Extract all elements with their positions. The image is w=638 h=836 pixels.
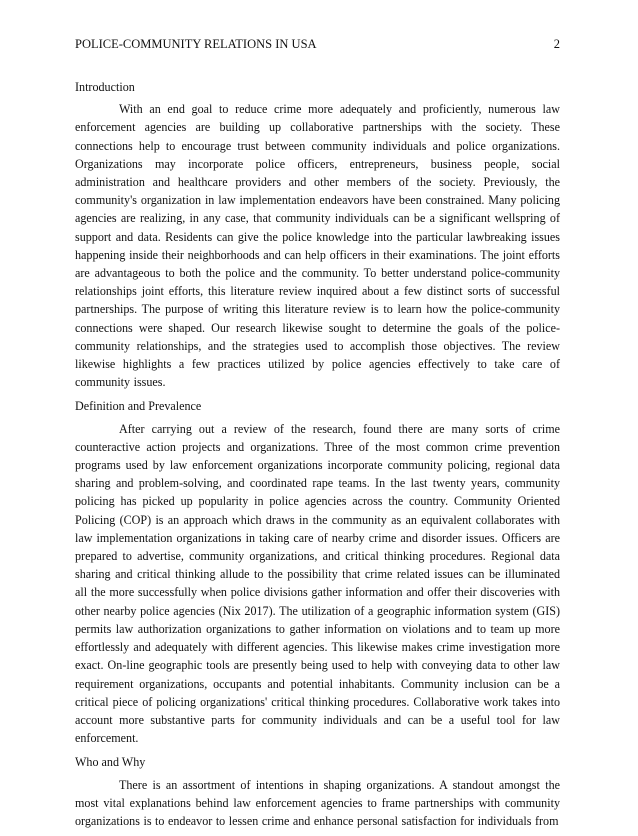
section-who-and-why: [75, 753, 560, 830]
document-body: [75, 78, 560, 836]
section-heading: Definition and Prevalence: [75, 399, 202, 414]
section-introduction: [75, 78, 560, 391]
section-heading: Introduction: [75, 80, 135, 94]
section-heading: Who and Why: [75, 755, 146, 770]
body-paragraph: With an end goal to reduce crime more adequately and proficiently, numerous law enforcement agencies are building up collaborative partnerships with the society. These connections help to encourage trust between community individuals and police organizations. Organizations may incorporate police officers, entrepreneurs, business people, social administration and healthcare providers and other members of the society. Previously, the community's organization in law implementation endeavors have been constrained. Many policing agencies are realizing, in any case, that community individuals can be a significant wellspring of support and data. Residents can give the police knowledge into the particular lawbreaking issues happening inside their neighborhoods and can help officers in their examinations. The joint efforts are advantageous to both the police and the community. To better understand police-community relationships joint efforts, this literature review inquired about a few distinct sorts of successful partnerships. The purpose of writing this literature review is to learn how the police-community connections were shaped. Our research likewise sought to determine the goals of the police-community relationships, and the strategies used to accomplish those objectives. The review likewise highlights a few practices utilized by police agencies effectively to take care of community issues.: [75, 102, 560, 390]
page-number: 2: [553, 37, 560, 51]
running-head: POLICE-COMMUNITY RELATIONS IN USA: [75, 37, 317, 51]
body-paragraph: There is an assortment of intentions in shaping organizations. A standout amongst the most vital explanations behind law enforcement agencies to frame partnerships with community organizations is to endeavor to lessen crime and enhance personal satisfaction for individuals from: [75, 777, 560, 828]
section-definition-and-prevalence: [75, 397, 560, 747]
body-paragraph: After carrying out a review of the research, found there are many sorts of crime counteractive action projects and organizations. Three of the most common crime prevention programs used by law enforcement organizations incorporate community policing, regional data sharing and problem-solving, and coordinated rape teams. In the last twenty years, community policing has picked up popularity in police agencies across the country. Community Oriented Policing (COP) is an approach which draws in the community as an equivalent collaborates with law implementation organizations in taking care of nearby crime and disorder issues. Officers are prepared to advertise, community organizations, and critical thinking procedures. Regional data sharing and critical thinking allude to the possibility that crime related issues can be illuminated all the more successfully when police divisions gather information and offer their discoveries with other nearby police agencies (Nix 2017). The utilization of a geographic information system (GIS) permits law authorization organizations to gather information on violations and to team up more effortlessly and adequately with different agencies. This likewise makes crime investigation more exact. On-line geographic tools are presently being used to help with conveying data to other law requirement organizations, occupants and potential inhabitants. Community inclusion can be a critical piece of policing organizations' critical thinking procedures. Collaborative work takes into account more substantive parts for community individuals and can be a useful tool for law enforcement.: [75, 421, 560, 746]
